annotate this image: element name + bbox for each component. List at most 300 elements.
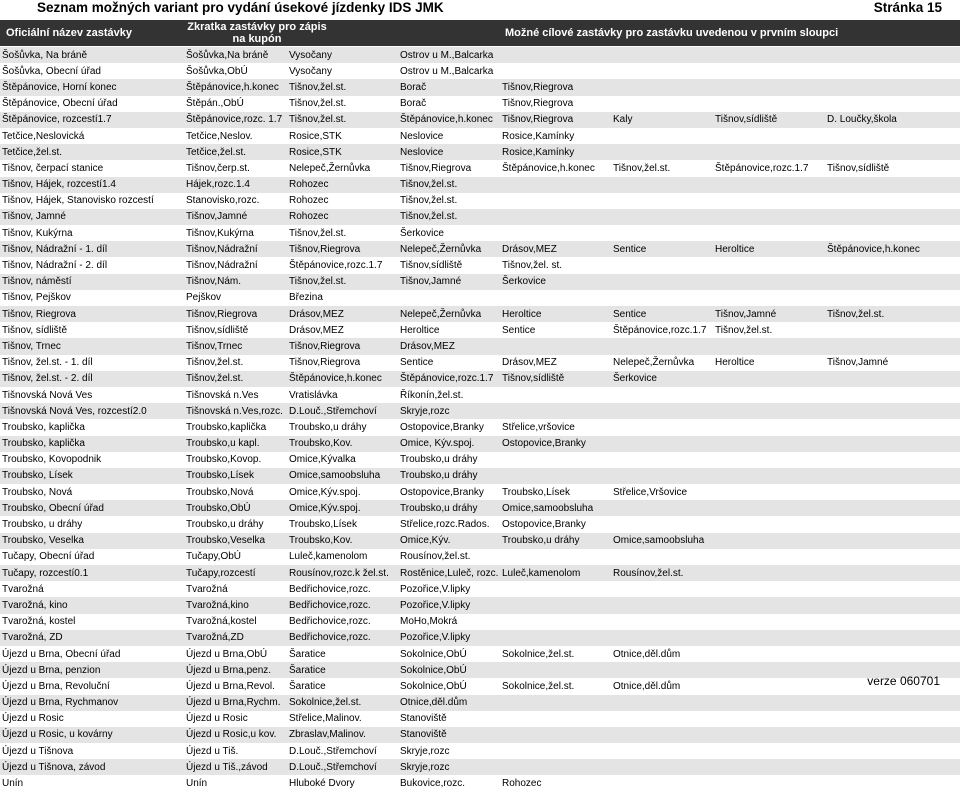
stop-name-cell: Tučapy, rozcestí0.1 — [0, 565, 184, 581]
stop-abbrev-cell: Újezd u Brna,Revol. — [184, 678, 287, 694]
table-row — [0, 322, 960, 338]
destination-cell — [611, 662, 713, 678]
table-row — [0, 597, 960, 613]
destination-cell: Šaratice — [287, 646, 398, 662]
stop-name-cell: Tvarožná, kino — [0, 597, 184, 613]
destination-cell: Pozořice,V.lipky — [398, 630, 500, 646]
table-row — [0, 177, 960, 193]
destination-cell: Heroltice — [713, 355, 825, 371]
destination-cell — [611, 387, 713, 403]
destination-cell — [825, 646, 919, 662]
destination-cell: Rosice,STK — [287, 128, 398, 144]
destination-cell — [919, 597, 960, 613]
destination-cell: Tišnov,Riegrova — [500, 96, 611, 112]
destination-cell: Drásov,MEZ — [287, 306, 398, 322]
stop-name-cell: Šošůvka, Obecní úřad — [0, 63, 184, 79]
table-row — [0, 112, 960, 128]
stop-name-cell: Tišnovská Nová Ves — [0, 387, 184, 403]
destination-cell: Střelice,Vršovice — [611, 484, 713, 500]
stop-abbrev-cell: Tetčice,žel.st. — [184, 144, 287, 160]
destination-cell — [500, 63, 611, 79]
destination-cell: Ostrov u M.,Balcarka — [398, 63, 500, 79]
table-row — [0, 387, 960, 403]
stop-name-cell: Újezd u Rosic — [0, 711, 184, 727]
destination-cell — [713, 759, 825, 775]
destination-cell — [919, 419, 960, 435]
destination-cell — [825, 274, 919, 290]
destination-cell — [919, 727, 960, 743]
stop-name-cell: Tvarožná — [0, 581, 184, 597]
stop-abbrev-cell: Tišnov,Nádražní — [184, 257, 287, 273]
stop-abbrev-cell: Troubsko,Lísek — [184, 468, 287, 484]
destination-cell: Sokolnice,žel.st. — [287, 695, 398, 711]
destination-cell — [713, 144, 825, 160]
destination-cell — [713, 452, 825, 468]
destination-cell — [713, 678, 825, 694]
destination-cell: Tišnov,sídliště — [500, 371, 611, 387]
destination-cell: Rohozec — [500, 775, 611, 791]
destination-cell: Rousínov,žel.st. — [398, 549, 500, 565]
destination-cell — [713, 549, 825, 565]
version-label: verze 060701 — [867, 674, 940, 688]
destination-cell — [919, 274, 960, 290]
destination-cell — [919, 257, 960, 273]
destination-cell — [611, 128, 713, 144]
destination-cell — [500, 290, 611, 306]
destination-cell — [919, 193, 960, 209]
stop-name-cell: Troubsko, Veselka — [0, 533, 184, 549]
destination-cell: Tišnov,Riegrova — [287, 355, 398, 371]
destination-cell: Tišnov,žel.st. — [611, 160, 713, 176]
destination-cell — [919, 144, 960, 160]
destination-cell — [919, 516, 960, 532]
destination-cell — [500, 193, 611, 209]
table-row — [0, 144, 960, 160]
destination-cell: Štěpánovice,h.konec — [398, 112, 500, 128]
destination-cell — [611, 193, 713, 209]
stop-name-cell: Tišnov, žel.st. - 2. díl — [0, 371, 184, 387]
destination-cell — [500, 468, 611, 484]
destination-cell: Borač — [398, 79, 500, 95]
destination-cell — [825, 711, 919, 727]
destination-cell — [611, 695, 713, 711]
destination-cell — [713, 128, 825, 144]
destination-cell: Troubsko,Lísek — [287, 516, 398, 532]
destination-cell — [713, 484, 825, 500]
destination-cell — [713, 533, 825, 549]
header-abbreviation: Zkratka zastávky pro zápis na kupón — [187, 21, 327, 45]
table-row — [0, 225, 960, 241]
destination-cell: Březina — [287, 290, 398, 306]
destination-cell — [825, 759, 919, 775]
destination-cell: Tišnov,žel.st. — [287, 79, 398, 95]
stop-name-cell: Tetčice,žel.st. — [0, 144, 184, 160]
stop-abbrev-cell: Újezd u Brna,penz. — [184, 662, 287, 678]
destination-cell: D.Louč.,Střemchoví — [287, 743, 398, 759]
destination-cell — [611, 338, 713, 354]
destination-cell: Omice, Kýv.spoj. — [398, 436, 500, 452]
destination-cell — [825, 387, 919, 403]
table-row — [0, 646, 960, 662]
table-row — [0, 419, 960, 435]
destination-cell — [919, 306, 960, 322]
destination-cell: Stanoviště — [398, 711, 500, 727]
destination-cell: Ostopovice,Branky — [398, 484, 500, 500]
stop-abbrev-cell: Tišnov,sídliště — [184, 322, 287, 338]
destination-cell — [713, 225, 825, 241]
destination-cell — [919, 338, 960, 354]
destination-cell: Omice,Kýv.spoj. — [287, 484, 398, 500]
stop-name-cell: Tučapy, Obecní úřad — [0, 549, 184, 565]
destination-cell — [611, 581, 713, 597]
destination-cell — [825, 177, 919, 193]
destination-cell — [713, 274, 825, 290]
destination-cell: D.Louč.,Střemchoví — [287, 759, 398, 775]
table-row — [0, 565, 960, 581]
stop-name-cell: Tišnov, náměstí — [0, 274, 184, 290]
destination-cell: Šaratice — [287, 662, 398, 678]
destination-cell — [611, 47, 713, 63]
destination-cell — [825, 533, 919, 549]
stop-abbrev-cell: Újezd u Tiš.,závod — [184, 759, 287, 775]
destination-cell: Vratislávka — [287, 387, 398, 403]
destination-cell — [611, 63, 713, 79]
destination-cell — [919, 630, 960, 646]
destination-cell — [611, 419, 713, 435]
destination-cell: D.Louč.,Střemchoví — [287, 403, 398, 419]
destination-cell — [611, 436, 713, 452]
destination-cell — [500, 403, 611, 419]
destination-cell — [500, 338, 611, 354]
destination-cell: Troubsko,Kov. — [287, 533, 398, 549]
destination-cell — [611, 257, 713, 273]
destination-cell: Rousínov,rozc.k žel.st. — [287, 565, 398, 581]
stop-abbrev-cell: Újezd u Brna,Rychm. — [184, 695, 287, 711]
stop-abbrev-cell: Troubsko,Veselka — [184, 533, 287, 549]
table-row — [0, 695, 960, 711]
table-row — [0, 759, 960, 775]
stops-table — [0, 47, 960, 792]
destination-cell: Sentice — [611, 241, 713, 257]
destination-cell: Heroltice — [713, 241, 825, 257]
destination-cell: Pozořice,V.lipky — [398, 597, 500, 613]
destination-cell — [500, 695, 611, 711]
destination-cell — [825, 484, 919, 500]
stop-name-cell: Tišnov, Pejškov — [0, 290, 184, 306]
stop-abbrev-cell: Pejškov — [184, 290, 287, 306]
destination-cell: Štěpánovice,h.konec — [287, 371, 398, 387]
stop-abbrev-cell: Tišnov,čerp.st. — [184, 160, 287, 176]
destination-cell — [713, 468, 825, 484]
stop-abbrev-cell: Tišnov,Kukýrna — [184, 225, 287, 241]
destination-cell — [713, 775, 825, 791]
destination-cell: Pozořice,V.lipky — [398, 581, 500, 597]
destination-cell — [919, 533, 960, 549]
stop-abbrev-cell: Troubsko,Kovop. — [184, 452, 287, 468]
stop-name-cell: Tišnov, Hájek, Stanovisko rozcestí — [0, 193, 184, 209]
destination-cell — [919, 759, 960, 775]
destination-cell: Rosice,Kamínky — [500, 128, 611, 144]
destination-cell — [825, 775, 919, 791]
destination-cell: Tišnov,Jamné — [825, 355, 919, 371]
destination-cell: Tišnov,žel.st. — [713, 322, 825, 338]
destination-cell — [825, 630, 919, 646]
destination-cell: Rohozec — [287, 193, 398, 209]
destination-cell: Rohozec — [287, 177, 398, 193]
destination-cell — [611, 614, 713, 630]
stop-name-cell: Troubsko, kaplička — [0, 419, 184, 435]
table-row — [0, 581, 960, 597]
stop-name-cell: Tišnov, Hájek, rozcestí1.4 — [0, 177, 184, 193]
destination-cell — [500, 177, 611, 193]
destination-cell: Stanoviště — [398, 727, 500, 743]
destination-cell — [713, 419, 825, 435]
destination-cell — [919, 177, 960, 193]
stop-name-cell: Troubsko, Lísek — [0, 468, 184, 484]
destination-cell — [611, 225, 713, 241]
destination-cell: Tišnov,sídliště — [713, 112, 825, 128]
stop-name-cell: Troubsko, Nová — [0, 484, 184, 500]
document-title: Seznam možných variant pro vydání úsekové jízdenky IDS JMK — [37, 0, 444, 15]
destination-cell: Troubsko,u dráhy — [287, 419, 398, 435]
stop-name-cell: Újezd u Tišnova — [0, 743, 184, 759]
destination-cell — [825, 419, 919, 435]
destination-cell: Nelepeč,Žernůvka — [398, 306, 500, 322]
destination-cell — [611, 96, 713, 112]
destination-cell — [825, 452, 919, 468]
destination-cell: Drásov,MEZ — [287, 322, 398, 338]
table-row — [0, 533, 960, 549]
stop-abbrev-cell: Tučapy,rozcestí — [184, 565, 287, 581]
destination-cell: Borač — [398, 96, 500, 112]
destination-cell — [713, 257, 825, 273]
destination-cell: Ostopovice,Branky — [500, 436, 611, 452]
destination-cell — [713, 695, 825, 711]
destination-cell — [611, 452, 713, 468]
destination-cell — [825, 322, 919, 338]
table-row — [0, 355, 960, 371]
destination-cell: Sokolnice,žel.st. — [500, 646, 611, 662]
destination-cell — [919, 436, 960, 452]
stop-name-cell: Tetčice,Neslovická — [0, 128, 184, 144]
destination-cell — [825, 257, 919, 273]
destination-cell — [611, 290, 713, 306]
destination-cell: Štěpánovice,rozc.1.7 — [287, 257, 398, 273]
destination-cell: Neslovice — [398, 144, 500, 160]
stop-name-cell: Tišnov, žel.st. - 1. díl — [0, 355, 184, 371]
stop-name-cell: Újezd u Rosic, u kovárny — [0, 727, 184, 743]
stop-name-cell: Štěpánovice, Obecní úřad — [0, 96, 184, 112]
table-row — [0, 630, 960, 646]
destination-cell: Bukovice,rozc. — [398, 775, 500, 791]
stop-abbrev-cell: Tvarožná,kostel — [184, 614, 287, 630]
destination-cell — [500, 597, 611, 613]
destination-cell: Sentice — [500, 322, 611, 338]
destination-cell — [919, 96, 960, 112]
destination-cell: Otnice,děl.dům — [611, 646, 713, 662]
destination-cell: Otnice,děl.dům — [611, 678, 713, 694]
destination-cell — [713, 403, 825, 419]
destination-cell — [919, 500, 960, 516]
destination-cell — [611, 79, 713, 95]
stop-name-cell: Újezd u Brna, Revoluční — [0, 678, 184, 694]
destination-cell — [919, 371, 960, 387]
destination-cell: Omice,samoobsluha — [611, 533, 713, 549]
stop-name-cell: Štěpánovice, rozcestí1.7 — [0, 112, 184, 128]
destination-cell: Tišnov,Riegrova — [500, 79, 611, 95]
destination-cell — [611, 177, 713, 193]
stop-abbrev-cell: Šošůvka,ObÚ — [184, 63, 287, 79]
destination-cell: Drásov,MEZ — [500, 355, 611, 371]
destination-cell — [398, 290, 500, 306]
stop-abbrev-cell: Štěpánovice,h.konec — [184, 79, 287, 95]
stop-name-cell: Tišnovská Nová Ves, rozcestí2.0 — [0, 403, 184, 419]
table-row — [0, 193, 960, 209]
destination-cell — [500, 743, 611, 759]
table-row — [0, 128, 960, 144]
table-row — [0, 306, 960, 322]
stop-abbrev-cell: Tvarožná,ZD — [184, 630, 287, 646]
destination-cell — [919, 79, 960, 95]
destination-cell — [825, 549, 919, 565]
table-row — [0, 743, 960, 759]
stop-abbrev-cell: Tišnov,Jamné — [184, 209, 287, 225]
destination-cell — [713, 727, 825, 743]
destination-cell: Tišnov,Riegrova — [287, 338, 398, 354]
table-row — [0, 290, 960, 306]
destination-cell — [825, 597, 919, 613]
stop-name-cell: Tišnov, Kukýrna — [0, 225, 184, 241]
stop-name-cell: Tišnov, Riegrova — [0, 306, 184, 322]
destination-cell — [500, 662, 611, 678]
destination-cell — [500, 630, 611, 646]
destination-cell — [825, 727, 919, 743]
destination-cell — [825, 209, 919, 225]
stop-abbrev-cell: Tišnovská n.Ves,rozc. — [184, 403, 287, 419]
stop-name-cell: Štěpánovice, Horní konec — [0, 79, 184, 95]
destination-cell — [713, 662, 825, 678]
stop-abbrev-cell: Újezd u Brna,ObÚ — [184, 646, 287, 662]
destination-cell — [713, 371, 825, 387]
destination-cell: Omice,Kýv. — [398, 533, 500, 549]
stop-abbrev-cell: Tišnov,Riegrova — [184, 306, 287, 322]
destination-cell — [919, 549, 960, 565]
destination-cell — [500, 47, 611, 63]
destination-cell — [825, 695, 919, 711]
destination-cell — [500, 225, 611, 241]
destination-cell — [713, 646, 825, 662]
destination-cell — [611, 516, 713, 532]
destination-cell — [713, 79, 825, 95]
stop-abbrev-cell: Tvarožná,kino — [184, 597, 287, 613]
header-destinations: Možné cílové zastávky pro zastávku uvedenou v prvním sloupci — [505, 27, 839, 39]
destination-cell: Skryje,rozc — [398, 403, 500, 419]
destination-cell: Ostopovice,Branky — [398, 419, 500, 435]
destination-cell: Šerkovice — [500, 274, 611, 290]
table-row — [0, 160, 960, 176]
table-row — [0, 436, 960, 452]
table-row — [0, 209, 960, 225]
destination-cell: Omice,samoobsluha — [500, 500, 611, 516]
destination-cell: Bedřichovice,rozc. — [287, 597, 398, 613]
destination-cell — [919, 160, 960, 176]
destination-cell: Bedřichovice,rozc. — [287, 614, 398, 630]
stop-abbrev-cell: Štěpán.,ObÚ — [184, 96, 287, 112]
destination-cell: Troubsko,u dráhy — [398, 500, 500, 516]
destination-cell: Štěpánovice,rozc.1.7 — [611, 322, 713, 338]
destination-cell: Sokolnice,ObÚ — [398, 646, 500, 662]
stop-name-cell: Troubsko, u dráhy — [0, 516, 184, 532]
table-header — [0, 20, 960, 46]
destination-cell — [611, 209, 713, 225]
stop-abbrev-cell: Unín — [184, 775, 287, 791]
stop-abbrev-cell: Štěpánovice,rozc. 1.7 — [184, 112, 287, 128]
destination-cell — [500, 727, 611, 743]
table-row — [0, 257, 960, 273]
destination-cell: Sentice — [398, 355, 500, 371]
destination-cell — [825, 338, 919, 354]
destination-cell — [500, 711, 611, 727]
destination-cell: Rostěnice,Luleč, rozc. — [398, 565, 500, 581]
destination-cell: Tišnov,Riegrova — [287, 241, 398, 257]
destination-cell — [713, 630, 825, 646]
page-number: Stránka 15 — [873, 0, 942, 15]
destination-cell: Sokolnice,žel.st. — [500, 678, 611, 694]
destination-cell — [713, 743, 825, 759]
destination-cell: Omice,Kývalka — [287, 452, 398, 468]
stop-name-cell: Šošůvka, Na bráně — [0, 47, 184, 63]
destination-cell — [919, 322, 960, 338]
table-row — [0, 371, 960, 387]
stop-name-cell: Tišnov, Nádražní - 1. díl — [0, 241, 184, 257]
destination-cell — [713, 436, 825, 452]
stop-abbrev-cell: Tetčice,Neslov. — [184, 128, 287, 144]
destination-cell: Drásov,MEZ — [500, 241, 611, 257]
destination-cell — [713, 565, 825, 581]
destination-cell — [713, 193, 825, 209]
destination-cell: Tišnov,žel.st. — [287, 225, 398, 241]
stop-abbrev-cell: Újezd u Rosic,u kov. — [184, 727, 287, 743]
destination-cell: Sentice — [611, 306, 713, 322]
destination-cell — [825, 516, 919, 532]
destination-cell: Vysočany — [287, 63, 398, 79]
destination-cell: Střelice,rozc.Rados. — [398, 516, 500, 532]
destination-cell: Štěpánovice,h.konec — [825, 241, 919, 257]
destination-cell — [611, 144, 713, 160]
destination-cell: Bedřichovice,rozc. — [287, 630, 398, 646]
destination-cell: Nelepeč,Žernůvka — [398, 241, 500, 257]
destination-cell — [825, 225, 919, 241]
destination-cell — [919, 225, 960, 241]
destination-cell: Střelice,vršovice — [500, 419, 611, 435]
stop-abbrev-cell: Újezd u Rosic — [184, 711, 287, 727]
table-row — [0, 775, 960, 791]
destination-cell: Troubsko,u dráhy — [500, 533, 611, 549]
destination-cell — [611, 468, 713, 484]
stop-abbrev-cell: Tišnov,žel.st. — [184, 355, 287, 371]
destination-cell — [611, 274, 713, 290]
stop-abbrev-cell: Hájek,rozc.1.4 — [184, 177, 287, 193]
destination-cell — [713, 500, 825, 516]
table-row — [0, 274, 960, 290]
destination-cell — [919, 403, 960, 419]
destination-cell — [611, 630, 713, 646]
destination-cell — [919, 468, 960, 484]
table-row — [0, 338, 960, 354]
stop-abbrev-cell: Tišnovská n.Ves — [184, 387, 287, 403]
table-row — [0, 47, 960, 63]
destination-cell: Tišnov,žel. st. — [500, 257, 611, 273]
